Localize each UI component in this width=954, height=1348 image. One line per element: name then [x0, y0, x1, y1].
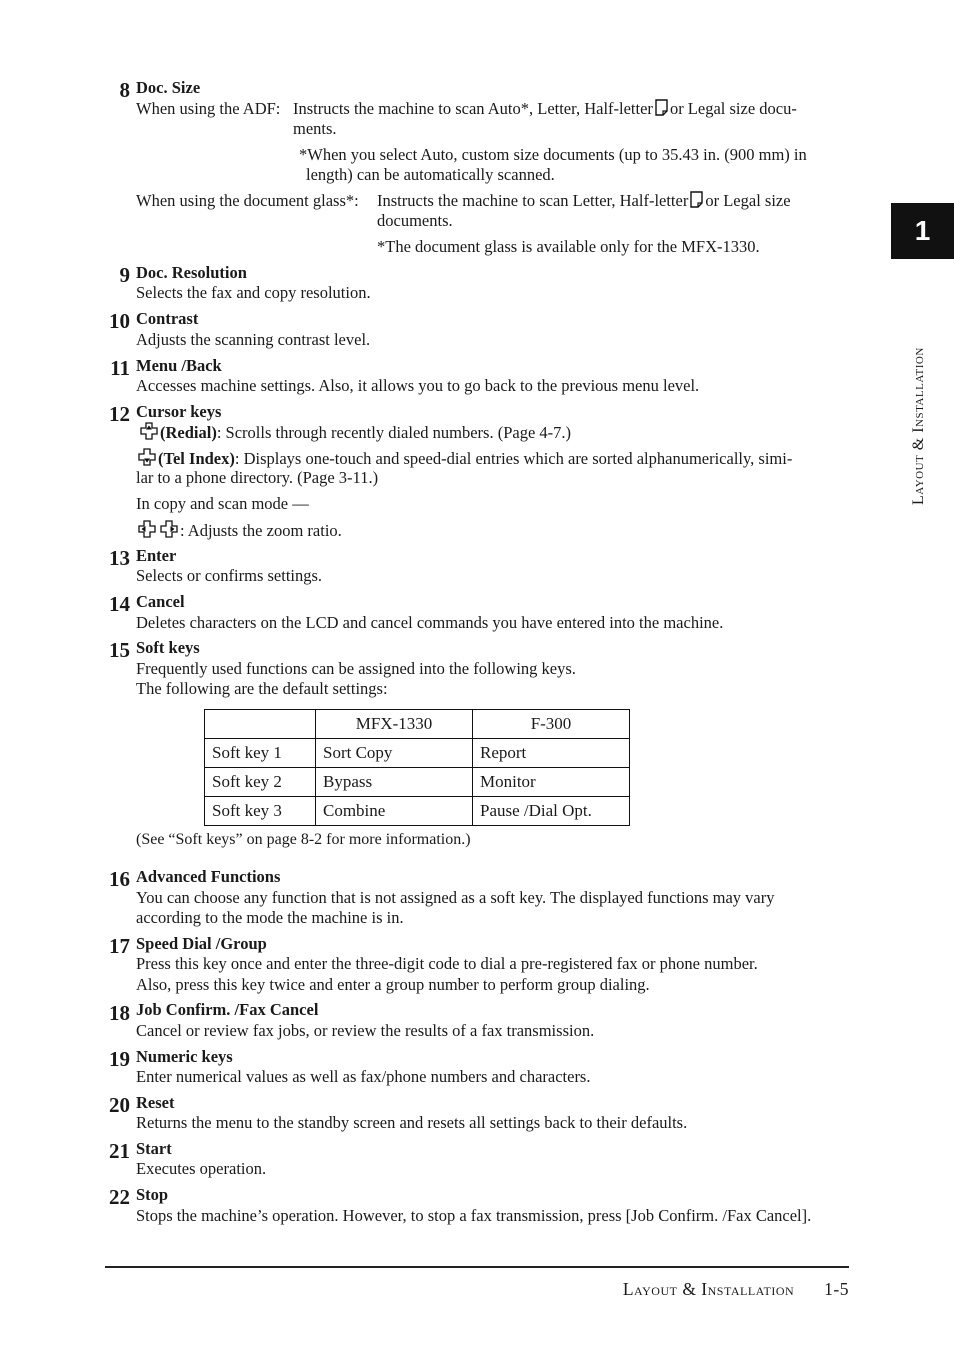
- item-title-reset: Reset: [136, 1093, 175, 1112]
- item-number-22: 22: [109, 1185, 130, 1209]
- footer-section-title: Layout & Installation: [622, 1279, 795, 1299]
- redial-description: : Scrolls through recently dialed numbers. (Page 4-7.): [216, 423, 572, 442]
- table-cell: Combine: [316, 797, 473, 826]
- table-cell: Bypass: [316, 768, 473, 797]
- item-title-cursor-keys: Cursor keys: [136, 402, 222, 421]
- table-header-cell: F-300: [473, 710, 630, 739]
- glass-description-text: Instructs the machine to scan Letter, Half-letter: [377, 191, 689, 210]
- item-number-19: 19: [109, 1047, 130, 1071]
- adf-description-line1: [293, 99, 797, 121]
- item-title-speed-dial: Speed Dial /Group: [136, 934, 267, 953]
- glass-note: *The document glass is available only for the MFX-1330.: [377, 237, 760, 256]
- glass-description-line1: [377, 191, 791, 213]
- redial-line: [138, 422, 571, 445]
- half-letter-page-icon: [655, 99, 668, 121]
- item-title-enter: Enter: [136, 546, 177, 565]
- chapter-tab: 1: [891, 203, 954, 259]
- adf-description-line2: ments.: [293, 119, 337, 138]
- item-title-job-confirm: Job Confirm. /Fax Cancel: [136, 1000, 319, 1019]
- item-desc-numeric-keys: Enter numerical values as well as fax/phone numbers and characters.: [136, 1067, 591, 1086]
- tel-index-line2: lar to a phone directory. (Page 3-11.): [136, 468, 379, 487]
- item-number-16: 16: [109, 867, 130, 891]
- table-row: [205, 768, 630, 797]
- soft-keys-table: [204, 709, 630, 826]
- item-title-doc-size: Doc. Size: [136, 78, 201, 97]
- item-title-stop: Stop: [136, 1185, 169, 1204]
- zoom-description: : Adjusts the zoom ratio.: [180, 521, 342, 540]
- glass-description-line2: documents.: [377, 211, 453, 230]
- half-letter-page-icon: [690, 191, 703, 213]
- table-header-cell: MFX-1330: [316, 710, 473, 739]
- item-desc-speed-dial-1: Press this key once and enter the three-digit code to dial a pre-registered fax or phone number.: [136, 954, 758, 973]
- adf-note-line2: length) can be automatically scanned.: [306, 165, 555, 184]
- zoom-line: [136, 520, 342, 543]
- side-chapter-label: Layout & Installation: [910, 347, 927, 505]
- item-number-18: 18: [109, 1001, 130, 1025]
- item-number-17: 17: [109, 934, 130, 958]
- adf-description-text: Instructs the machine to scan Auto*, Letter, Half-letter: [293, 99, 653, 118]
- copy-scan-mode-label: In copy and scan mode —: [136, 494, 309, 513]
- cursor-left-key-icon: [138, 520, 156, 543]
- item-desc-soft-keys-1: Frequently used functions can be assigned into the following keys.: [136, 659, 576, 678]
- item-desc-start: Executes operation.: [136, 1159, 267, 1178]
- table-cell: Soft key 1: [205, 739, 316, 768]
- item-number-8: 8: [119, 78, 130, 102]
- item-title-menu-back: Menu /Back: [136, 356, 222, 375]
- tel-index-label: (Tel Index): [158, 449, 235, 468]
- item-desc-reset: Returns the menu to the standby screen and resets all settings back to their defaults.: [136, 1113, 688, 1132]
- item-number-11: 11: [110, 356, 130, 380]
- table-row: [205, 739, 630, 768]
- adf-description-text-end: or Legal size docu-: [669, 99, 797, 118]
- item-number-21: 21: [109, 1139, 130, 1163]
- item-title-numeric-keys: Numeric keys: [136, 1047, 233, 1066]
- item-desc-soft-keys-2: The following are the default settings:: [136, 679, 388, 698]
- item-title-contrast: Contrast: [136, 309, 199, 328]
- item-desc-job-confirm: Cancel or review fax jobs, or review the results of a fax transmission.: [136, 1021, 595, 1040]
- item-number-9: 9: [119, 263, 130, 287]
- glass-label: When using the document glass*:: [136, 191, 359, 210]
- soft-keys-see-also: (See “Soft keys” on page 8-2 for more information.): [136, 831, 471, 848]
- footer-page-number: 1-5: [824, 1279, 849, 1299]
- item-desc-stop: Stops the machine’s operation. However, to stop a fax transmission, press [Job Confirm. /Fax Cancel].: [136, 1206, 812, 1225]
- item-desc-advanced-functions-1: You can choose any function that is not assigned as a soft key. The displayed functions may vary: [136, 888, 775, 907]
- adf-note-line1: *When you select Auto, custom size documents (up to 35.43 in. (900 mm) in: [299, 145, 807, 164]
- cursor-up-key-icon: [140, 422, 158, 445]
- item-desc-enter: Selects or confirms settings.: [136, 566, 323, 585]
- item-number-12: 12: [109, 402, 130, 426]
- table-cell: Monitor: [473, 768, 630, 797]
- footer-rule: [105, 1266, 849, 1268]
- item-desc-contrast: Adjusts the scanning contrast level.: [136, 330, 371, 349]
- tel-index-description: : Displays one-touch and speed-dial entries which are sorted alphanumerically, simi-: [234, 449, 793, 468]
- table-cell: Pause /Dial Opt.: [473, 797, 630, 826]
- item-number-13: 13: [109, 546, 130, 570]
- table-header-row: [205, 710, 630, 739]
- item-title-start: Start: [136, 1139, 172, 1158]
- item-desc-menu-back: Accesses machine settings. Also, it allows you to go back to the previous menu level.: [136, 376, 700, 395]
- item-title-doc-resolution: Doc. Resolution: [136, 263, 247, 282]
- glass-description-text-end: or Legal size: [705, 191, 791, 210]
- item-desc-doc-resolution: Selects the fax and copy resolution.: [136, 283, 371, 302]
- item-number-10: 10: [109, 309, 130, 333]
- page-footer: [623, 1279, 849, 1300]
- table-cell: Soft key 2: [205, 768, 316, 797]
- item-number-15: 15: [109, 638, 130, 662]
- item-desc-cancel: Deletes characters on the LCD and cancel commands you have entered into the machine.: [136, 613, 724, 632]
- adf-label: When using the ADF:: [136, 99, 281, 118]
- redial-label: (Redial): [160, 423, 217, 442]
- item-desc-advanced-functions-2: according to the mode the machine is in.: [136, 908, 404, 927]
- table-row: [205, 797, 630, 826]
- table-header-cell: [205, 710, 316, 739]
- item-desc-speed-dial-2: Also, press this key twice and enter a group number to perform group dialing.: [136, 975, 650, 994]
- item-number-14: 14: [109, 592, 130, 616]
- table-cell: Sort Copy: [316, 739, 473, 768]
- item-title-cancel: Cancel: [136, 592, 185, 611]
- cursor-right-key-icon: [160, 520, 178, 543]
- item-number-20: 20: [109, 1093, 130, 1117]
- table-cell: Soft key 3: [205, 797, 316, 826]
- table-cell: Report: [473, 739, 630, 768]
- item-title-advanced-functions: Advanced Functions: [136, 867, 281, 886]
- item-title-soft-keys: Soft keys: [136, 638, 200, 657]
